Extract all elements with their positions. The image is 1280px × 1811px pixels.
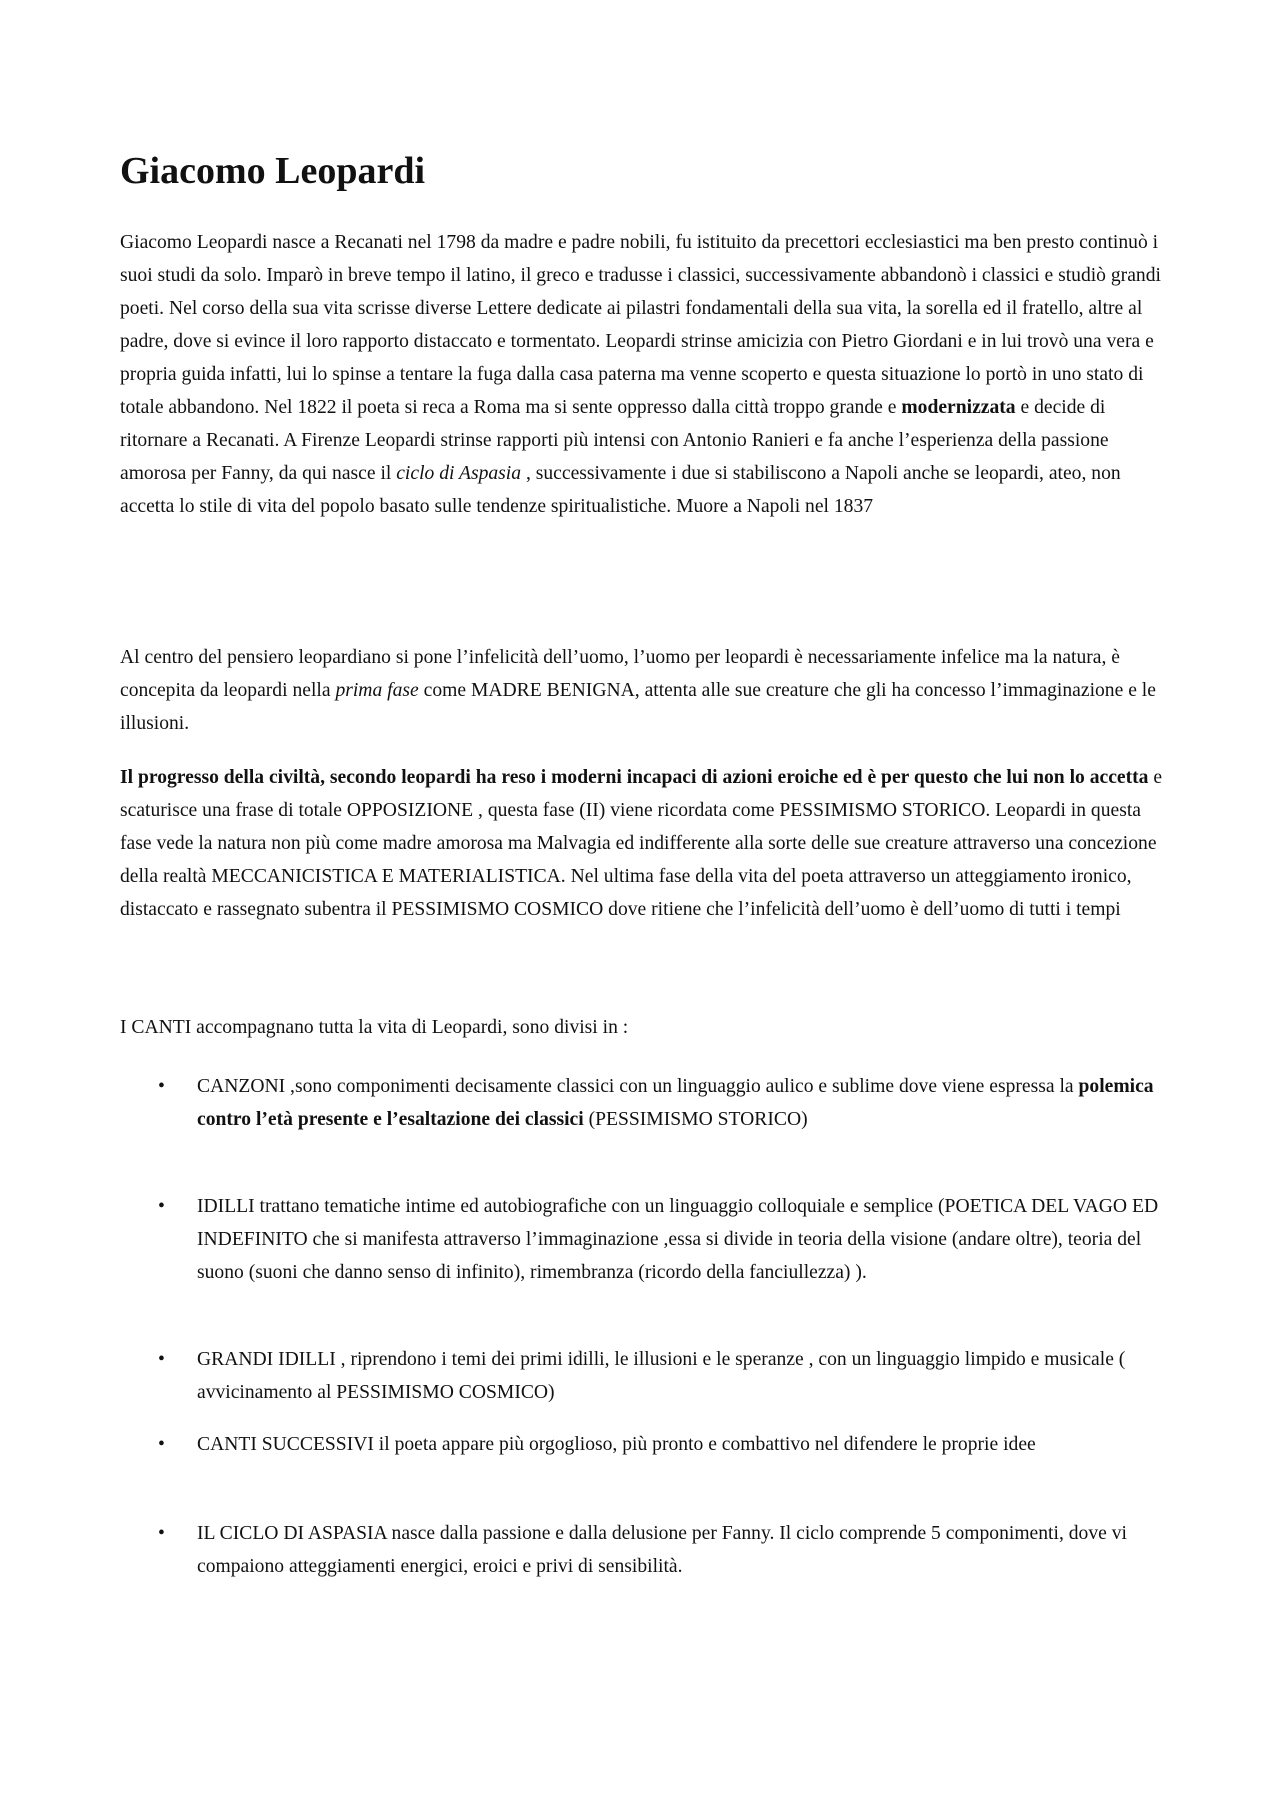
italic-text: ciclo di Aspasia [396,463,522,484]
bullet-icon: • [158,1434,165,1455]
paragraph-progress [120,761,1165,926]
bullet-icon: • [158,1196,165,1217]
text: IL CICLO DI ASPASIA nasce dalla passione e dalla delusione per Fanny. Il ciclo comprende 5 componimenti, dove vi compaiono atteggiamenti energici, eroici e privi di sensibilità. [197,1523,1127,1577]
text: IDILLI trattano tematiche intime ed autobiografiche con un linguaggio colloquiale e semplice (POETICA DEL VAGO ED INDEFINITO che si manifesta attraverso l’immaginazione ,essa si divide in teoria della visione (andare oltre), teoria del suono (suoni che danno senso di infinito), rimembranza (ricordo della fanciullezza) ). [197,1196,1159,1283]
document-title: Giacomo Leopardi [120,150,426,192]
italic-text: prima fase [335,680,419,701]
bullet-icon: • [158,1349,165,1370]
text: Al centro del pensiero leopardiano si pone l’infelicità dell’uomo, l’uomo per leopardi è necessariamente infelice ma la natura, è concepita da leopardi nella [120,647,1120,701]
bullet-icon: • [158,1076,165,1097]
text: come MADRE BENIGNA, attenta alle sue creature che gli ha concesso l’immaginazione e le illusioni. [120,680,1156,734]
text: (PESSIMISMO STORICO) [583,1109,808,1130]
text: CANZONI ,sono componimenti decisamente classici con un linguaggio aulico e sublime dove viene espressa la [197,1076,1079,1097]
text: GRANDI IDILLI , riprendono i temi dei primi idilli, le illusioni e le speranze , con un linguaggio limpido e musicale ( avvicinamento al PESSIMISMO COSMICO) [197,1349,1126,1403]
text: Giacomo Leopardi nasce a Recanati nel 1798 da madre e padre nobili, fu istituito da precettori ecclesiastici ma ben presto continuò i suoi studi da solo. Imparò in breve tempo il latino, il greco e tradusse i classici, successivamente abbandonò i classici e studiò grandi poeti. Nel corso della sua vita scrisse diverse Lettere dedicate ai pilastri fondamentali della sua vita, la sorella ed il fratello, altre al padre, dove si evince il loro rapporto distaccato e tormentato. Leopardi strinse amicizia con Pietro Giordani e in lui trovò una vera e propria guida infatti, lui lo spinse a tentare la fuga dalla casa paterna ma venne scoperto e questa situazione lo portò in uno stato di totale abbandono. Nel 1822 il poeta si reca a Roma ma si sente oppresso dalla città troppo grande e [120,232,1161,418]
paragraph-canti-intro: I CANTI accompagnano tutta la vita di Leopardi, sono divisi in : [120,1017,629,1038]
text: e decide di ritornare a Recanati. A Firenze Leopardi strinse rapporti più intensi con Antonio Ranieri e fa anche l’esperienza della passione amorosa per Fanny, da qui nasce il [120,397,1109,484]
paragraph-biography [120,226,1165,523]
bold-text: Il progresso della civiltà, secondo leopardi ha reso i moderni incapaci di azioni eroiche ed è per questo che lui non lo accetta [120,767,1149,788]
text: , successivamente i due si stabiliscono a Napoli anche se leopardi, ateo, non accetta lo stile di vita del popolo basato sulle tendenze spiritualistiche. Muore a Napoli nel 1837 [120,463,1121,517]
bold-text: polemica contro l’età presente e l’esaltazione dei classici [197,1076,1154,1130]
text: e scaturisce una frase di totale OPPOSIZIONE , questa fase (II) viene ricordata come PESSIMISMO STORICO. Leopardi in questa fase vede la natura non più come madre amorosa ma Malvagia ed indifferente alla sorte delle sue creature attraverso una concezione della realtà MECCANICISTICA E MATERIALISTICA. Nel ultima fase della vita del poeta attraverso un atteggiamento ironico, distaccato e rassegnato subentra il PESSIMISMO COSMICO dove ritiene che l’infelicità dell’uomo è dell’uomo di tutti i tempi [120,767,1163,920]
bold-text: modernizzata [901,397,1016,418]
bullet-icon: • [158,1523,165,1544]
text: CANTI SUCCESSIVI il poeta appare più orgoglioso, più pronto e combattivo nel difendere le proprie idee [197,1434,1036,1455]
paragraph-thought [120,641,1165,740]
